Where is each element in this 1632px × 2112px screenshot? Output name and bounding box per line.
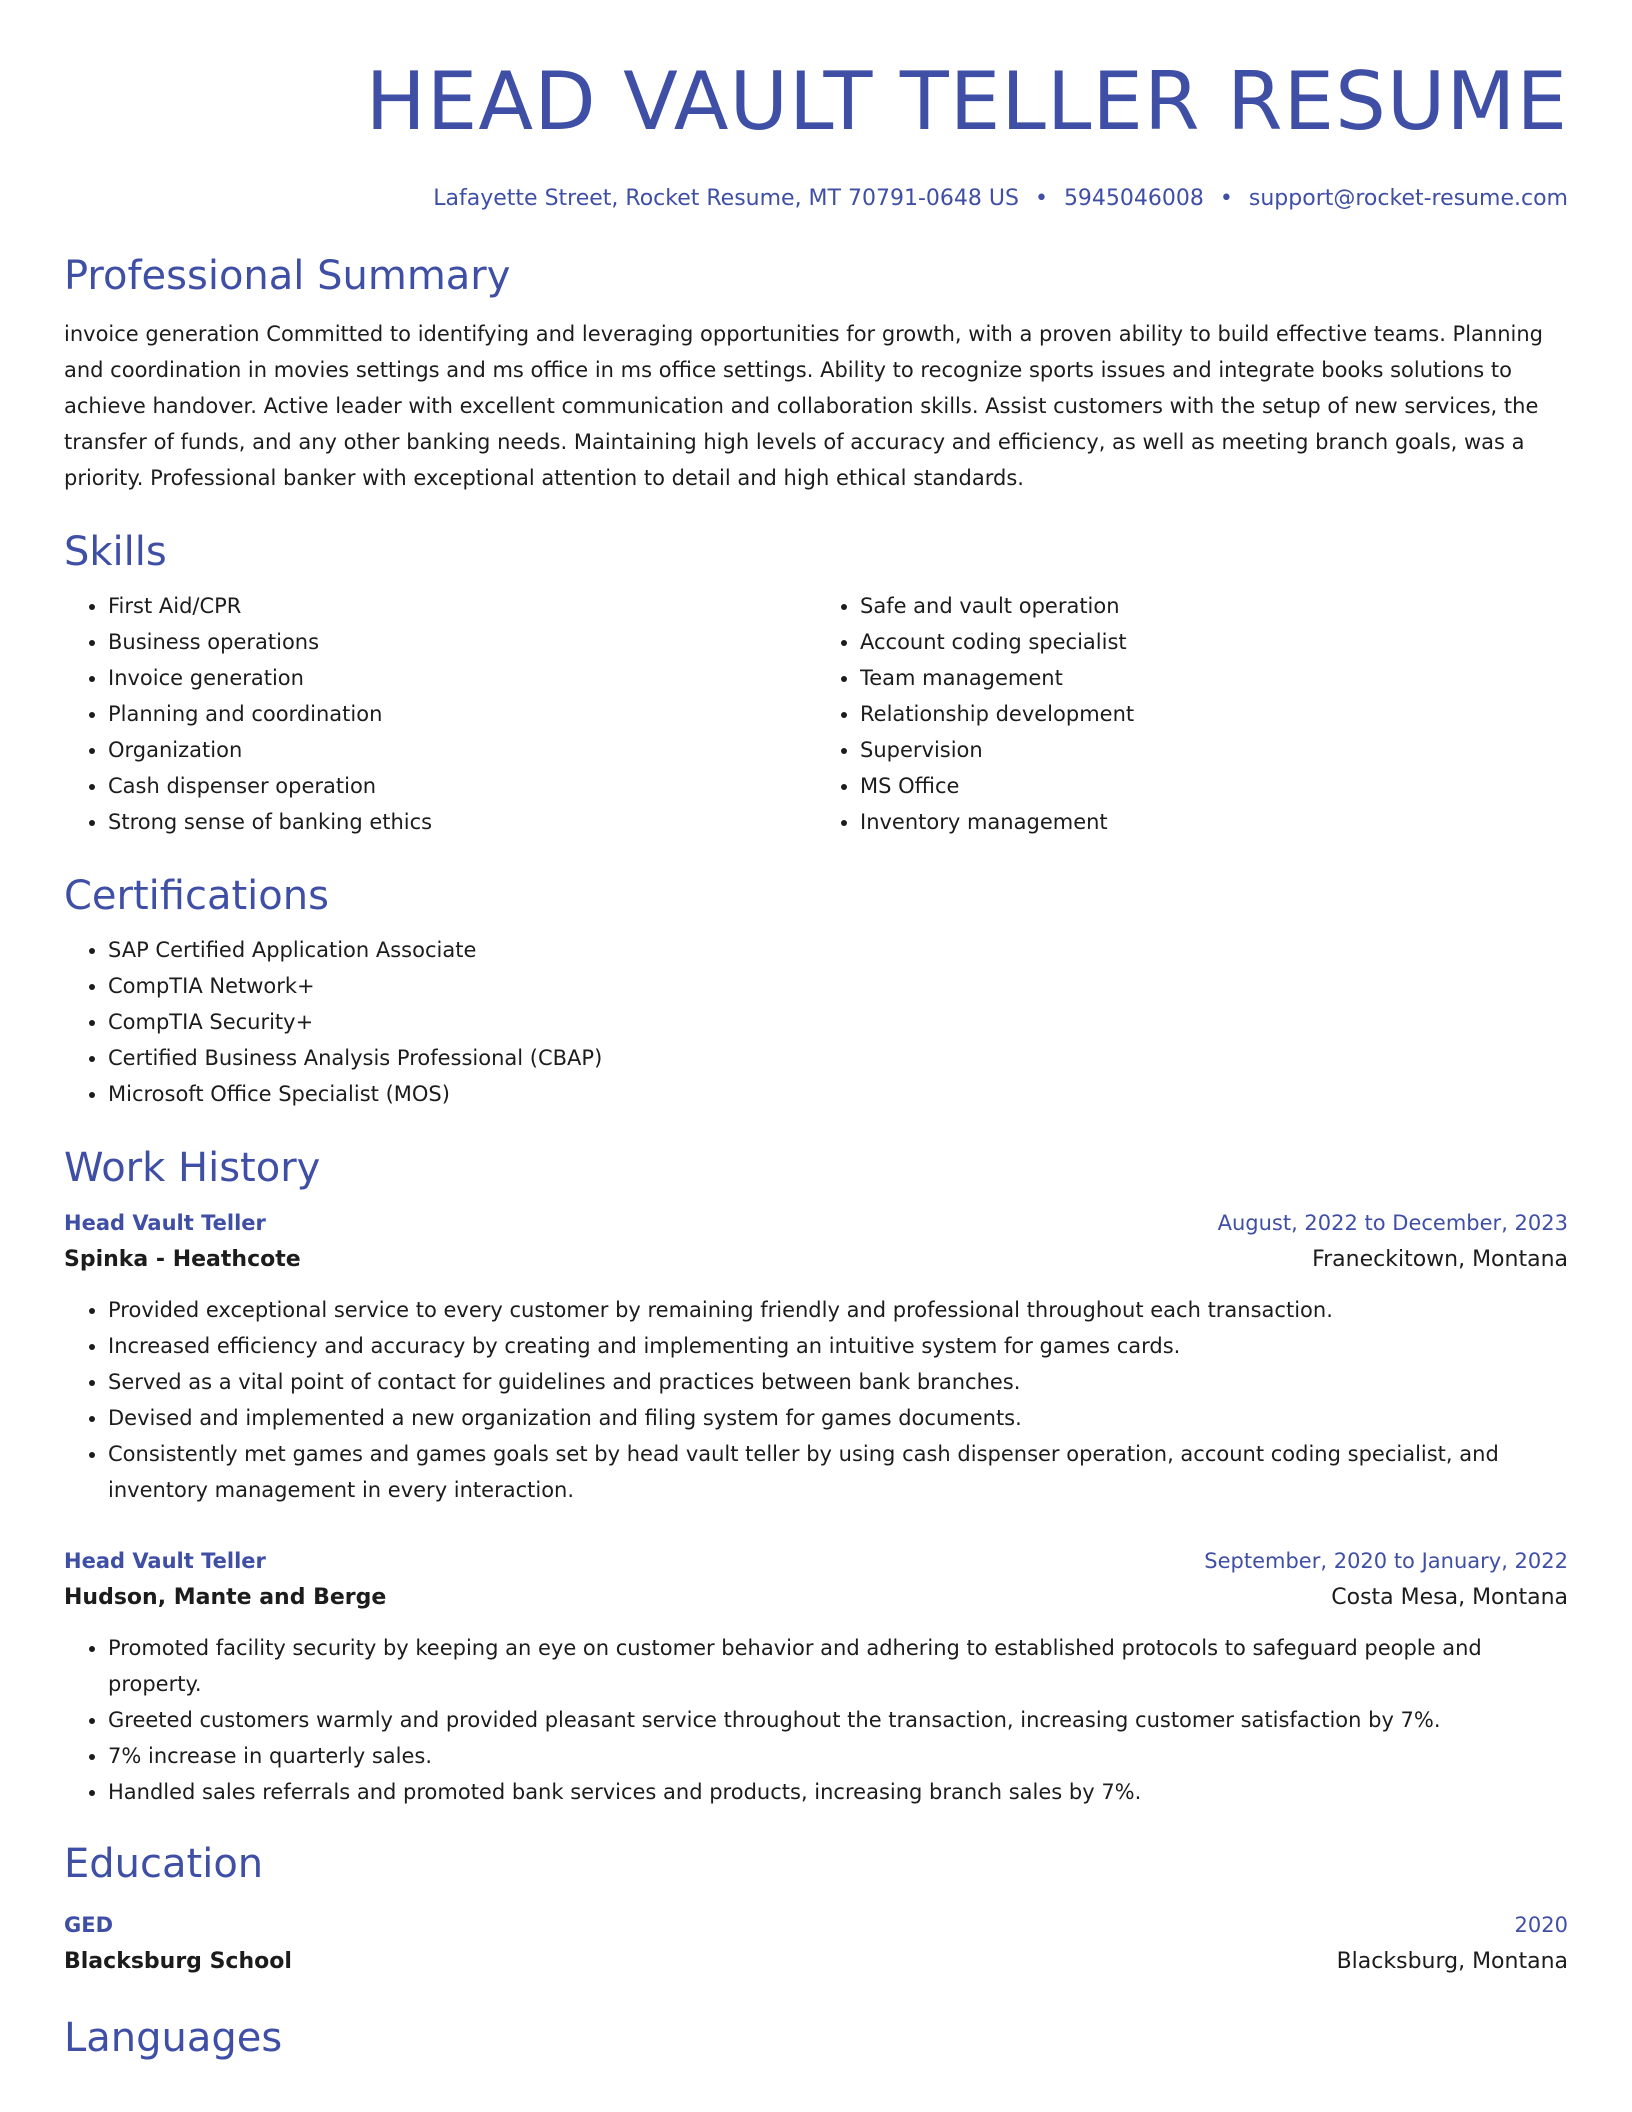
job-bullets: [64, 1630, 1568, 1810]
job-header-row: [64, 1546, 1568, 1576]
certification-item: • Certified Business Analysis Professional (CBAP): [108, 1040, 1568, 1076]
job-location: Costa Mesa, Montana: [1331, 1585, 1568, 1610]
skill-item: • Supervision: [860, 732, 1568, 768]
section-title: Professional Summary: [64, 253, 511, 299]
job-bullet: • Provided exceptional service to every customer by remaining friendly and professional throughout each transaction.: [108, 1292, 1568, 1328]
education-section: [64, 1840, 1568, 1980]
skill-item: • Relationship development: [860, 696, 1568, 732]
section-title: Education: [64, 1841, 264, 1887]
skill-item: • Account coding specialist: [860, 624, 1568, 660]
section-title: Certifications: [64, 873, 329, 919]
skills-columns: [64, 576, 1568, 840]
contact-line: [64, 184, 1568, 214]
education-header-row: [64, 1910, 1568, 1940]
education-location: Blacksburg, Montana: [1336, 1949, 1568, 1974]
skill-item: • Strong sense of banking ethics: [108, 804, 816, 840]
skills-section: [64, 528, 1568, 840]
education-school: Blacksburg School: [64, 1949, 292, 1974]
skill-item: • MS Office: [860, 768, 1568, 804]
job-dates: August, 2022 to December, 2023: [1217, 1211, 1568, 1235]
certifications-section: [64, 872, 1568, 1112]
section-title: Languages: [64, 2015, 283, 2061]
job-company: Hudson, Mante and Berge: [64, 1585, 387, 1610]
skill-item: • Cash dispenser operation: [108, 768, 816, 804]
section-title: Skills: [64, 529, 167, 575]
summary-text: invoice generation Committed to identifying and leveraging opportunities for growth, with a proven ability to build effective teams. Planning and coordination in movies settings and ms office in ms office settings. Ability to recognize sports issues and integrate books solutions to achieve handover. Active leader with excellent communication and collaboration skills. Assist customers with the setup of new services, the transfer of funds, and any other banking needs. Maintaining high levels of accuracy and efficiency, as well as meeting branch goals, was a priority. Professional banker with exceptional attention to detail and high ethical standards.: [64, 322, 1544, 490]
job-bullet: • Consistently met games and games goals set by head vault teller by using cash dispenser operation, account coding specialist, and inventory management in every interaction.: [108, 1436, 1568, 1508]
job-bullet: • 7% increase in quarterly sales.: [108, 1738, 1568, 1774]
section-title: Work History: [64, 1145, 321, 1191]
skill-item: • Invoice generation: [108, 660, 816, 696]
skill-item: • First Aid/CPR: [108, 588, 816, 624]
certification-item: • CompTIA Security+: [108, 1004, 1568, 1040]
job-entry: [64, 1208, 1568, 1508]
page-title: HEAD VAULT TELLER RESUME: [365, 55, 1568, 148]
education-entry: [64, 1910, 1568, 1980]
job-bullet: • Promoted facility security by keeping an eye on customer behavior and adhering to established protocols to safeguard people and property.: [108, 1630, 1568, 1702]
skill-item: • Team management: [860, 660, 1568, 696]
skills-list-right: [816, 588, 1568, 840]
job-bullets: [64, 1292, 1568, 1508]
skill-item: • Inventory management: [860, 804, 1568, 840]
job-title: Head Vault Teller: [64, 1549, 266, 1573]
job-entry: [64, 1546, 1568, 1810]
education-year: 2020: [1514, 1913, 1568, 1937]
skills-list-left: [64, 588, 816, 840]
contact-separator: •: [1034, 186, 1048, 211]
job-header-row: [64, 1208, 1568, 1238]
skill-item: • Planning and coordination: [108, 696, 816, 732]
contact-phone: 5945046008: [1063, 186, 1204, 211]
job-bullet: • Served as a vital point of contact for guidelines and practices between bank branches.: [108, 1364, 1568, 1400]
languages-section: [64, 2014, 1568, 2062]
certifications-list: [64, 932, 1568, 1112]
skill-item: • Business operations: [108, 624, 816, 660]
certification-item: • SAP Certified Application Associate: [108, 932, 1568, 968]
job-bullet: • Handled sales referrals and promoted bank services and products, increasing branch sales by 7%.: [108, 1774, 1568, 1810]
work-history-section: [64, 1144, 1568, 1810]
job-location: Franeckitown, Montana: [1312, 1247, 1568, 1272]
contact-address: Lafayette Street, Rocket Resume, MT 70791-0648 US: [433, 186, 1019, 211]
job-company: Spinka - Heathcote: [64, 1247, 301, 1272]
job-company-row: [64, 1576, 1568, 1616]
job-bullet: • Devised and implemented a new organization and filing system for games documents.: [108, 1400, 1568, 1436]
resume-header: [64, 0, 1568, 214]
certification-item: • CompTIA Network+: [108, 968, 1568, 1004]
job-dates: September, 2020 to January, 2022: [1204, 1549, 1568, 1573]
contact-separator: •: [1219, 186, 1233, 211]
summary-section: [64, 252, 1568, 496]
education-school-row: [64, 1940, 1568, 1980]
skill-item: • Safe and vault operation: [860, 588, 1568, 624]
education-degree: GED: [64, 1913, 114, 1937]
certification-item: • Microsoft Office Specialist (MOS): [108, 1076, 1568, 1112]
job-bullet: • Greeted customers warmly and provided pleasant service throughout the transaction, increasing customer satisfaction by 7%.: [108, 1702, 1568, 1738]
job-bullet: • Increased efficiency and accuracy by creating and implementing an intuitive system for games cards.: [108, 1328, 1568, 1364]
job-title: Head Vault Teller: [64, 1211, 266, 1235]
skill-item: • Organization: [108, 732, 816, 768]
job-company-row: [64, 1238, 1568, 1278]
contact-email: support@rocket-resume.com: [1248, 186, 1568, 211]
